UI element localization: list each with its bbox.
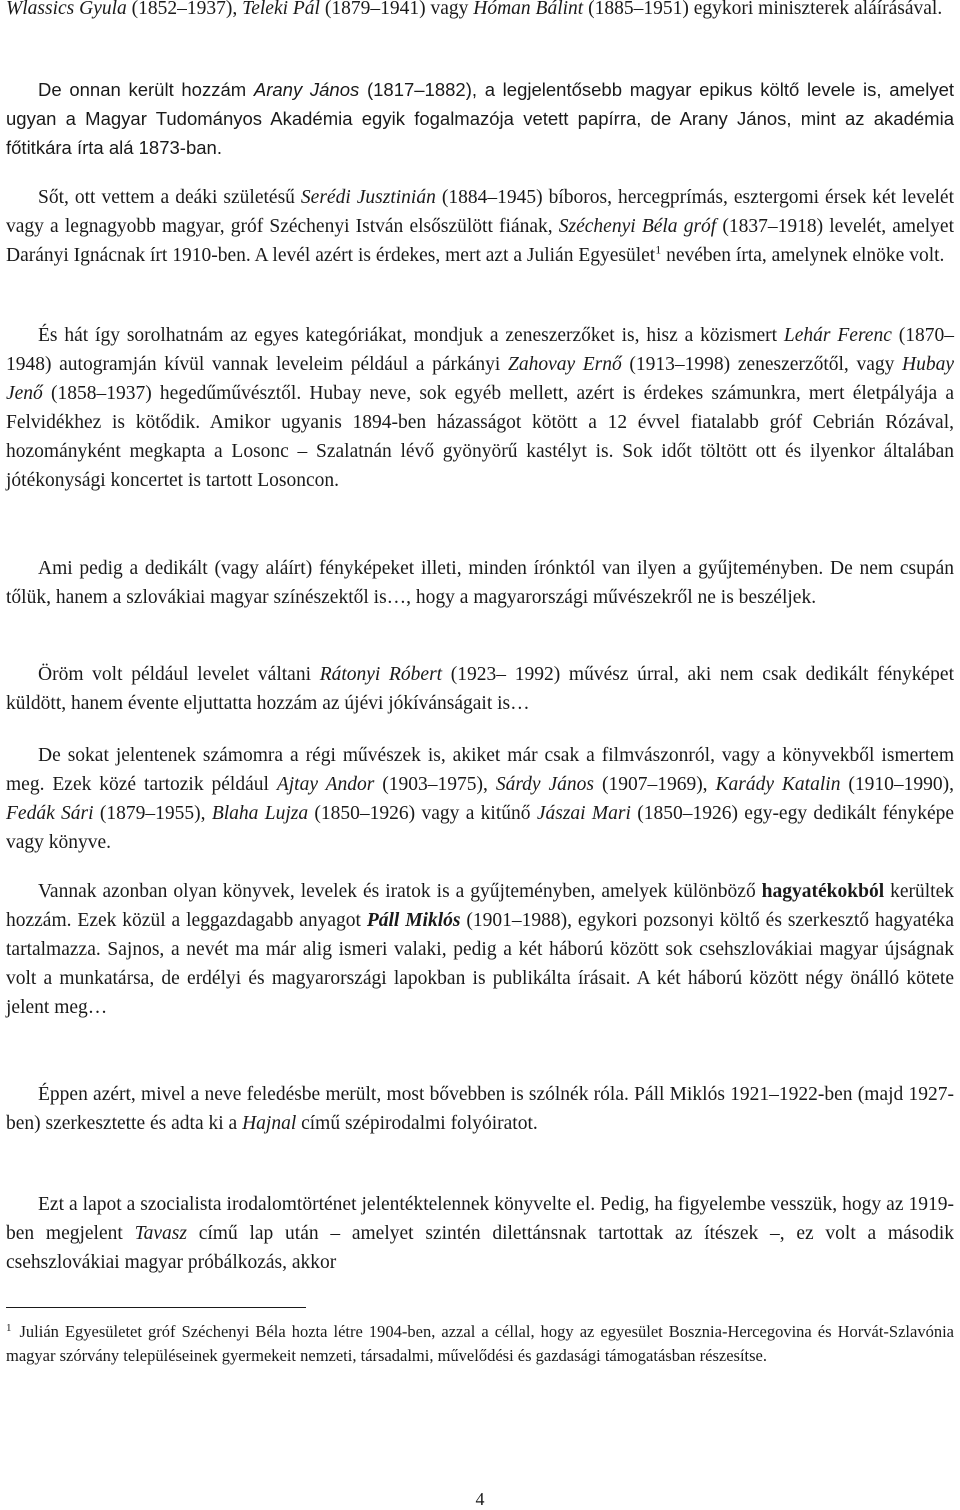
bold-text: hagyatékokból <box>761 881 885 902</box>
paragraph-1 <box>6 0 942 23</box>
italic-name: Zahovay Ernő <box>507 354 622 375</box>
paragraph-3 <box>6 183 954 270</box>
text-run: (1901–1988), egykori pozsonyi költő és szerkesztő hagyatéka tartalmazza. Sajnos, a nevét ma már alig ismeri valaki, pedig a két háború között sok csehszlovákiai magyar újságnak volt a munkatársa, de erdélyi és magyarországi lapokban is publikálta írásait. A két háború között négy önálló kötete jelent meg… <box>6 910 954 1018</box>
paragraph-9 <box>6 1080 954 1138</box>
text-run: (1870–1948) autogramján kívül vannak leveleim például a párkányi <box>6 325 954 375</box>
text-run: Sőt, ott vettem a deáki születésű <box>38 187 301 208</box>
text-run: Öröm volt például levelet váltani <box>38 664 320 685</box>
text-run: (1923– 1992) művész úrral, aki nem csak dedikált fényképet küldött, hanem évente eljuttatta hozzám az újévi jókívánságait is… <box>6 664 954 714</box>
italic-name: Hajnal <box>242 1113 297 1134</box>
italic-name: Ajtay Andor <box>276 774 375 795</box>
text-run: (1913–1998) zeneszerzőtől, vagy <box>621 354 902 375</box>
italic-name: Fedák Sári <box>6 803 94 824</box>
text-run: (1817–1882), a legjelentősebb magyar epikus költő levele is, amelyet ugyan a Magyar Tudományos Akadémia egyik fogalmazója vetett papírra, de Arany János, mint az akadémia főtitkára írta alá 1873-ban. <box>6 79 954 158</box>
italic-name: Arany János <box>253 79 360 100</box>
text-run: Ezt a lapot a szocialista irodalomtörténet jelentéktelennek könyvelte el. Pedig, ha figyelembe vesszük, hogy az 1919-ben megjelent <box>6 1194 954 1244</box>
text-run: Vannak azonban olyan könyvek, levelek és iratok is a gyűjteményben, amelyek különböző <box>38 881 762 902</box>
footnote-reference: 1 <box>655 242 662 257</box>
text-run: (1852–1937), <box>126 0 243 19</box>
footnote <box>6 1320 954 1368</box>
paragraph-10 <box>6 1190 954 1277</box>
text-run: (1885–1951) egykori miniszterek aláírásával. <box>583 0 943 19</box>
text-run: (1907–1969), <box>594 774 716 795</box>
italic-name: Rátonyi Róbert <box>319 664 443 685</box>
text-run: (1879–1941) vagy <box>319 0 474 19</box>
paragraph-8 <box>6 877 954 1022</box>
italic-name: Széchenyi Béla gróf <box>558 216 717 237</box>
italic-name: Jászai Mari <box>536 803 631 824</box>
italic-name: Tavasz <box>134 1223 187 1244</box>
text-run: című lap után – amelyet szintén dilettánsnak tartottak az ítészek –, ez volt a második csehszlovákiai magyar próbálkozás, akkor <box>6 1223 954 1273</box>
footnote-mark: 1 <box>6 1321 12 1334</box>
paragraph-2 <box>6 75 954 162</box>
text-run: című szépirodalmi folyóiratot. <box>296 1113 538 1134</box>
text-run: (1879–1955), <box>93 803 212 824</box>
text-run: (1884–1945) bíboros, hercegprímás, esztergomi érsek két levelét vagy a legnagyobb magyar, gróf Széchenyi István elsőszülött fiának, <box>6 187 954 237</box>
text-run: (1850–1926) vagy a kitűnő <box>308 803 537 824</box>
italic-name: Wlassics Gyula <box>6 0 127 19</box>
text-run: És hát így sorolhatnám az egyes kategóriákat, mondjuk a zeneszerzőket is, hisz a közismert <box>38 325 784 346</box>
italic-name: Karády Katalin <box>715 774 841 795</box>
italic-name: Hóman Bálint <box>473 0 584 19</box>
footnote-separator <box>6 1307 306 1308</box>
italic-name: Hubay Jenő <box>6 354 954 404</box>
text-run: Éppen azért, mivel a neve feledésbe merült, most bővebben is szólnék róla. Páll Miklós 1921–1922-ben (majd 1927-ben) szerkesztette és adta ki a <box>6 1084 954 1134</box>
text-run: De sokat jelentenek számomra a régi művészek is, akiket már csak a filmvászonról, vagy a könyvekből ismertem meg. Ezek közé tartozik például <box>6 745 954 795</box>
text-run: (1903–1975), <box>374 774 496 795</box>
footnote-text: Julián Egyesületet gróf Széchenyi Béla hozta létre 1904-ben, azzal a céllal, hogy az egyesület Bosznia-Hercegovina és Horvát-Szlavónia magyar szórvány településeinek gyermekeit nemzeti, társadalmi, művelődési és gazdasági támogatásban részesítse. <box>6 1322 954 1365</box>
text-run: kerültek hozzám. Ezek közül a leggazdagabb anyagot <box>6 881 954 931</box>
italic-name: Teleki Pál <box>242 0 320 19</box>
text-run: (1837–1918) levelét, amelyet Darányi Ignácnak írt 1910-ben. A levél azért is érdekes, mert azt a Julián Egyesület <box>6 216 954 266</box>
text-run: De onnan került hozzám <box>38 79 254 100</box>
page-number: 4 <box>475 1489 485 1509</box>
italic-name: Lehár Ferenc <box>783 325 892 346</box>
italic-name: Serédi Jusztinián <box>300 187 436 208</box>
paragraph-7 <box>6 741 954 857</box>
text-run: (1850–1926) egy-egy dedikált fényképe vagy könyve. <box>6 803 955 853</box>
paragraph-4 <box>6 321 954 495</box>
text-run: (1858–1937) hegedűművésztől. Hubay neve, sok egyéb mellett, azért is érdekes számunkra, mert életpályája a Felvidékhez is kötődik. Amikor ugyanis 1894-ben házasságot kötött a 12 évvel fiatalabb gróf Cebrián Rózával, hozományként megkapta a Losonc – Szalatnán lévő gyönyörű kastélyt is. Sok időt töltött ott és ilyenkor általában jótékonysági koncertet is tartott Losoncon. <box>6 383 954 491</box>
paragraph-5 <box>6 554 954 612</box>
paragraph-6 <box>6 660 954 718</box>
bold-italic-name: Páll Miklós <box>366 910 461 931</box>
italic-name: Sárdy János <box>495 774 595 795</box>
text-run: nevében írta, amelynek elnöke volt. <box>661 245 945 266</box>
italic-name: Blaha Lujza <box>211 803 309 824</box>
text-run: (1910–1990), <box>840 774 954 795</box>
text-run: Ami pedig a dedikált (vagy aláírt) fényképeket illeti, minden írónktól van ilyen a gyűjteményben. De nem csupán tőlük, hanem a szlovákiai magyar színészektől is…, hogy a magyarországi művészekről ne is beszéljek. <box>6 558 954 608</box>
